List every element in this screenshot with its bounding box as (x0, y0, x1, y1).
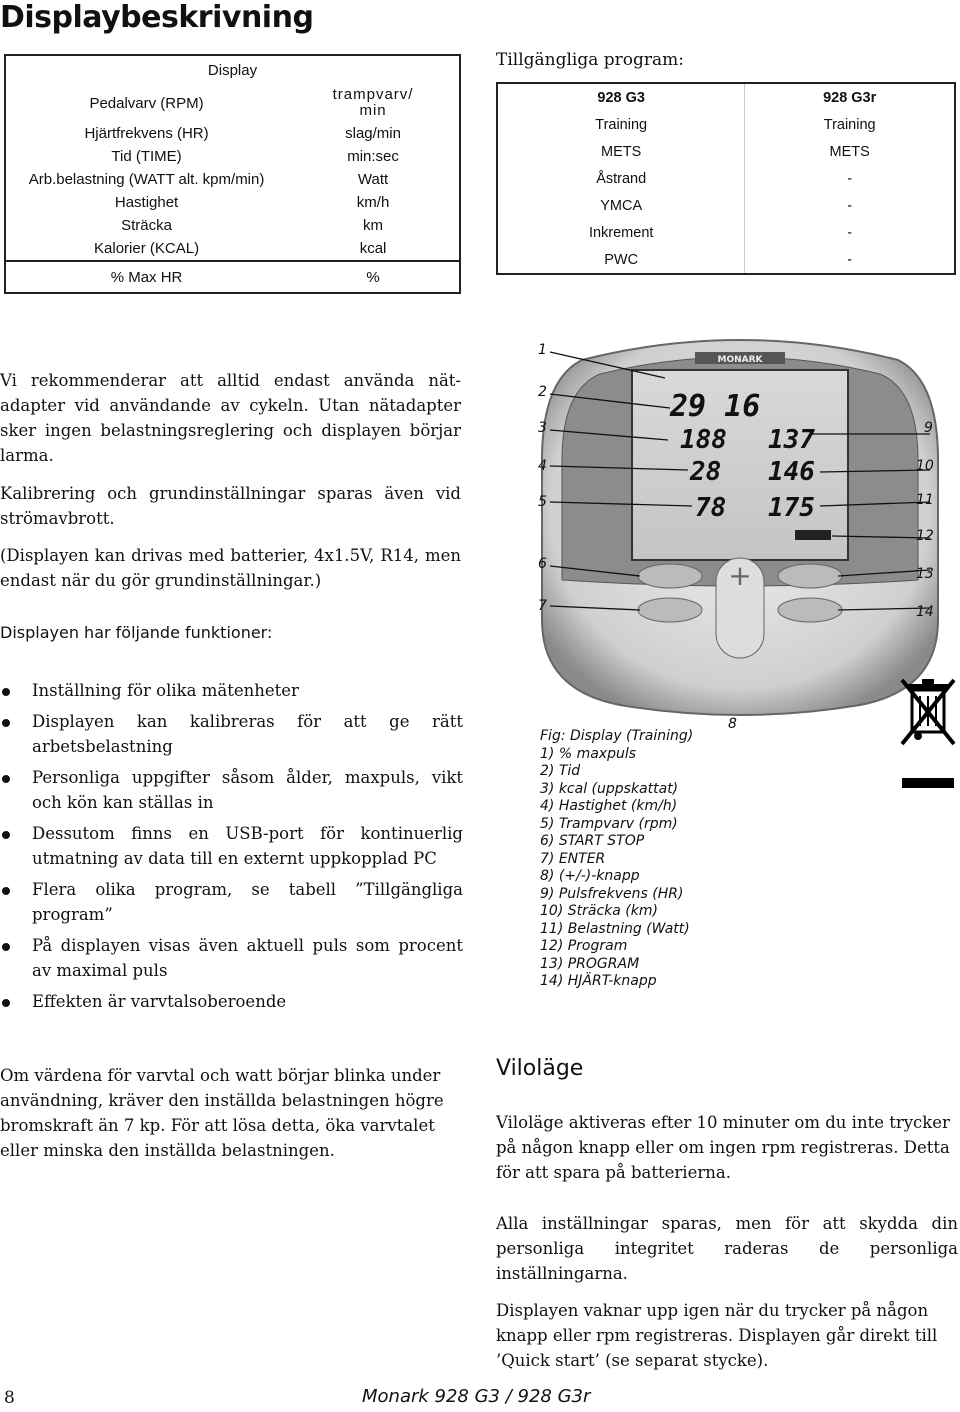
callout-number: 3 (538, 420, 547, 436)
list-item-text: Flera olika program, se tabell ”Tillgängliga program” (32, 880, 463, 924)
quantity-cell: Arb.belastning (WATT alt. kpm/min) (28, 171, 265, 188)
list-item-text: Dessutom finns en USB-port för kontinuerlig utmatning av data till en externt uppkopplad PC (32, 824, 463, 868)
list-item-text: Effekten är varvtalsoberoende (32, 992, 287, 1011)
program-cell: - (745, 165, 955, 192)
callout-number: 11 (916, 492, 934, 508)
list-item-text: På displayen visas även aktuell puls som procent av maximal puls (32, 936, 463, 980)
brand-logo (695, 352, 785, 365)
list-item (0, 678, 463, 703)
program-indicator (795, 530, 831, 540)
caption-line: Fig: Display (Training) (540, 728, 694, 744)
caption-line: 7) ENTER (540, 850, 606, 867)
list-item-text: Displayen kan kalibreras för att ge rätt arbetsbelastning (32, 712, 463, 756)
program-column-header: 928 G3r (745, 83, 955, 111)
callout-number: 14 (916, 604, 934, 620)
lcd-time-value: 29 16 (670, 389, 761, 424)
display-unit-figure (520, 330, 960, 730)
unit-cell: km/h (356, 194, 390, 211)
caption-line: 12) Program (540, 938, 628, 954)
callout-number: 4 (538, 458, 547, 474)
bullet-icon (2, 943, 10, 951)
section-heading-vilolage: Viloläge (496, 1056, 584, 1081)
callout-number: 12 (916, 528, 934, 544)
callout-number: 2 (538, 384, 547, 400)
program-cell: YMCA (600, 197, 643, 214)
quantity-cell: Sträcka (121, 217, 172, 234)
lcd-kcal-value: 188 (680, 425, 727, 455)
caption-line: 14) HJÄRT-knapp (540, 973, 657, 989)
lcd-hr-value: 137 (768, 425, 815, 455)
list-item (0, 709, 463, 759)
list-item (0, 877, 463, 927)
list-item (0, 821, 463, 871)
caption-line: 10) Sträcka (km) (540, 903, 658, 919)
start-stop-button (638, 564, 702, 588)
caption-line: 1) % maxpuls (540, 745, 637, 762)
functions-list (0, 678, 463, 1020)
vilolage-paragraph: Viloläge aktiveras efter 10 minuter om du inte trycker på någon knapp eller om ingen rpm registreras. Detta för att spara på batterierna. (496, 1113, 950, 1182)
program-cell: Training (595, 116, 648, 133)
bullet-icon (2, 999, 10, 1007)
bullet-icon (2, 775, 10, 783)
intro-paragraph: (Displayen kan drivas med batterier, 4x1.5V, R14, men endast när du gör grundinställningar.) (0, 546, 461, 590)
plus-icon: + (728, 559, 752, 592)
caption-line: 5) Trampvarv (rpm) (540, 815, 678, 832)
lcd-watt-value: 175 (768, 493, 815, 523)
program-cell: PWC (604, 251, 639, 268)
program-cell: Åstrand (596, 170, 647, 187)
programs-heading: Tillgängliga program: (496, 50, 685, 70)
caption-line: 3) kcal (uppskattat) (540, 780, 679, 797)
program-cell: - (745, 246, 955, 274)
list-item (0, 989, 463, 1014)
lcd-distance-value: 146 (768, 457, 815, 487)
lcd-speed-value: 28 (690, 457, 722, 487)
vilolage-paragraph: Displayen vaknar upp igen när du trycker på någon knapp eller rpm registreras. Displayen går direkt till ’Quick start’ (se separat stycke). (496, 1301, 938, 1370)
program-cell: METS (745, 138, 955, 165)
caption-line: 13) PROGRAM (540, 955, 640, 972)
caption-line: 2) Tid (540, 763, 581, 779)
bullet-icon (2, 688, 10, 696)
callout-number: 6 (538, 556, 547, 572)
page-number: 8 (4, 1388, 15, 1408)
quantity-cell: % Max HR (5, 261, 287, 293)
program-cell: - (745, 192, 955, 219)
bullet-icon (2, 719, 10, 727)
enter-button (638, 598, 702, 622)
callout-number: 7 (538, 598, 547, 614)
program-cell: - (745, 219, 955, 246)
footer-title: Monark 928 G3 / 928 G3r (362, 1386, 591, 1407)
figure-caption (540, 728, 693, 991)
program-cell: Training (745, 111, 955, 138)
programs-table (496, 82, 956, 275)
page-title: Displaybeskrivning (0, 0, 314, 35)
bullet-icon (2, 887, 10, 895)
program-cell: Inkrement (588, 224, 654, 241)
callout-number: 10 (916, 458, 934, 474)
unit-cell: kcal (359, 240, 387, 257)
quantity-cell: Hjärtfrekvens (HR) (84, 125, 209, 142)
display-units-table (4, 54, 461, 294)
program-button (778, 564, 842, 588)
program-cell: METS (601, 143, 642, 160)
vilolage-paragraph: Alla inställningar sparas, men för att skydda din personliga integritet raderas de personliga inställningarna. (496, 1214, 958, 1283)
callout-number: 1 (538, 342, 547, 358)
program-column-header: 928 G3 (597, 89, 645, 106)
list-item-text: Personliga uppgifter såsom ålder, maxpuls, vikt och kön kan ställas in (32, 768, 463, 812)
intro-paragraph: Vi rekommenderar att alltid endast använda nät-adapter vid användande av cykeln. Utan nätadapter sker ingen belastningsreglering och displayen börjar larma. (0, 371, 461, 465)
unit-cell: trampvarv/ min (332, 86, 414, 119)
overload-note: Om värdena för varvtal och watt börjar blinka under användning, kräver den inställda belastningen högre bromskraft än 7 kp. För att lösa detta, öka varvtalet eller minska den inställda belastningen. (0, 1066, 444, 1160)
list-item (0, 765, 463, 815)
caption-line: 11) Belastning (Watt) (540, 920, 690, 937)
svg-text:MONARK: MONARK (717, 355, 763, 365)
callout-number: 5 (538, 494, 547, 510)
intro-paragraph: Kalibrering och grundinställningar sparas även vid strömavbrott. (0, 484, 461, 528)
bullet-icon (2, 831, 10, 839)
caption-line: 8) (+/-)-knapp (540, 868, 640, 884)
list-item-text: Inställning för olika mätenheter (32, 681, 299, 700)
quantity-cell: Kalorier (KCAL) (94, 240, 200, 257)
unit-cell: min:sec (347, 148, 399, 165)
caption-line: 4) Hastighet (km/h) (540, 798, 678, 814)
caption-line: 9) Pulsfrekvens (HR) (540, 885, 684, 902)
unit-cell: km (363, 217, 384, 234)
callout-number: 13 (916, 566, 934, 582)
list-item (0, 933, 463, 983)
lcd-rpm-value: 78 (695, 493, 727, 523)
functions-heading: Displayen har följande funktioner: (0, 623, 273, 642)
unit-cell: Watt (357, 171, 389, 188)
display-table-header: Display (207, 61, 258, 79)
quantity-cell: Hastighet (114, 194, 179, 211)
callout-number: 8 (728, 716, 737, 730)
callout-number: 9 (924, 420, 933, 436)
quantity-cell: Pedalvarv (RPM) (89, 94, 204, 112)
quantity-cell: Tid (TIME) (111, 148, 182, 165)
weee-bin-icon (898, 676, 958, 790)
caption-line: 6) START STOP (540, 833, 645, 849)
unit-cell: % (287, 261, 460, 293)
unit-cell: slag/min (345, 125, 401, 142)
heart-button (778, 598, 842, 622)
